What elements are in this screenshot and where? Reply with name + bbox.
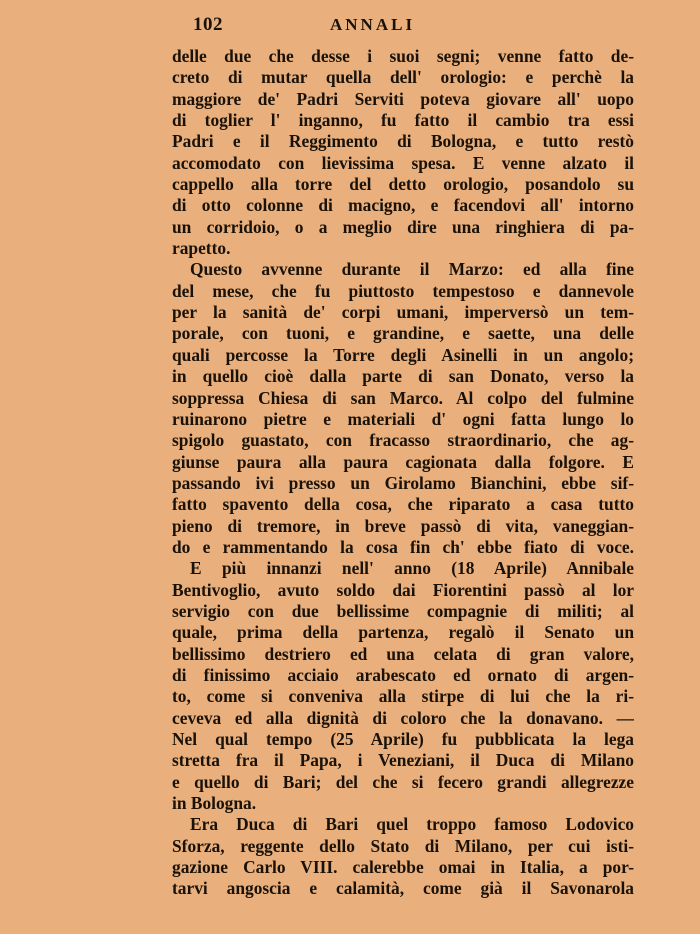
- text-line: fatto spavento della cosa, che riparato a casa tutto: [172, 494, 634, 515]
- text-line: Nel qual tempo (25 Aprile) fu pubblicata la lega: [172, 729, 634, 749]
- text-line: servigio con due bellissime compagnie di militi; al: [172, 600, 634, 621]
- text-line: cappello alla torre del detto orologio, posandolo su: [172, 174, 634, 195]
- body-text: [172, 46, 634, 900]
- text-line: quali percosse la Torre degli Asinelli in un angolo;: [172, 344, 634, 365]
- text-line: di finissimo acciaio arabescato ed ornato di argen-: [172, 664, 634, 685]
- text-line: porale, con tuoni, e grandine, e saette, una delle: [172, 323, 634, 344]
- text-line: Questo avvenne durante il Marzo: ed alla fine: [190, 259, 634, 280]
- text-line: rapetto.: [172, 238, 231, 259]
- text-line: Era Duca di Bari quel troppo famoso Lodovico: [190, 814, 634, 835]
- text-line: per la sanità de' corpi umani, imperversò un tem-: [172, 302, 634, 323]
- text-line: spigolo guastato, con fracasso straordinario, che ag-: [172, 430, 634, 451]
- text-line: soppressa Chiesa di san Marco. Al colpo del fulmine: [172, 387, 634, 408]
- text-line: stretta fra il Papa, i Veneziani, il Duca di Milano: [172, 750, 634, 771]
- text-line: Bentivoglio, avuto soldo dai Fiorentini passò al lor: [172, 579, 634, 600]
- text-line: Padri e il Reggimento di Bologna, e tutto restò: [172, 131, 634, 152]
- text-line: delle due che desse i suoi segni; venne fatto de-: [172, 46, 634, 66]
- text-line: in Bologna.: [172, 793, 257, 814]
- text-line: un corridoio, o a meglio dire una ringhiera di pa-: [172, 216, 634, 237]
- text-line: in quello cioè dalla parte di san Donato, verso la: [172, 366, 634, 387]
- text-line: tarvi angoscia e calamità, come già il Savonarola: [172, 878, 634, 899]
- text-line: bellissimo destriero ed una celata di gran valore,: [172, 643, 634, 664]
- text-line: accomodato con lievissima spesa. E venne alzato il: [172, 152, 634, 173]
- text-line: ruinarono pietre e materiali d' ogni fatta lungo lo: [172, 408, 634, 429]
- text-line: Sforza, reggente dello Stato di Milano, per cui isti-: [172, 835, 634, 856]
- text-line: to, come si conveniva alla stirpe di lui che la ri-: [172, 686, 634, 707]
- text-line: quale, prima della partenza, regalò il Senato un: [172, 622, 634, 643]
- text-line: gazione Carlo VIII. calerebbe omai in Italia, a por-: [172, 857, 634, 878]
- text-line: ceveva ed alla dignità di coloro che la donavano. —: [172, 707, 634, 728]
- text-line: E più innanzi nell' anno (18 Aprile) Annibale: [190, 558, 634, 579]
- text-line: do e rammentando la cosa fin ch' ebbe fiato di voce.: [172, 536, 634, 557]
- text-line: di toglier l' inganno, fu fatto il cambio tra essi: [172, 110, 634, 131]
- text-line: maggiore de' Padri Serviti poteva giovare all' uopo: [172, 88, 634, 109]
- text-line: e quello di Bari; del che si fecero grandi allegrezze: [172, 771, 634, 792]
- text-line: di otto colonne di macigno, e facendovi all' intorno: [172, 195, 634, 216]
- running-head: ANNALI: [330, 15, 416, 34]
- text-line: passando ivi presso un Girolamo Bianchini, ebbe sif-: [172, 472, 634, 493]
- page-header: [0, 12, 700, 36]
- text-line: giunse paura alla paura cagionata dalla folgore. E: [172, 451, 634, 472]
- text-line: del mese, che fu piuttosto tempestoso e dannevole: [172, 280, 634, 301]
- text-line: creto di mutar quella dell' orologio: e perchè la: [172, 67, 634, 88]
- page-number: 102: [193, 14, 223, 35]
- text-line: pieno di tremore, in breve passò di vita, vaneggian-: [172, 515, 634, 536]
